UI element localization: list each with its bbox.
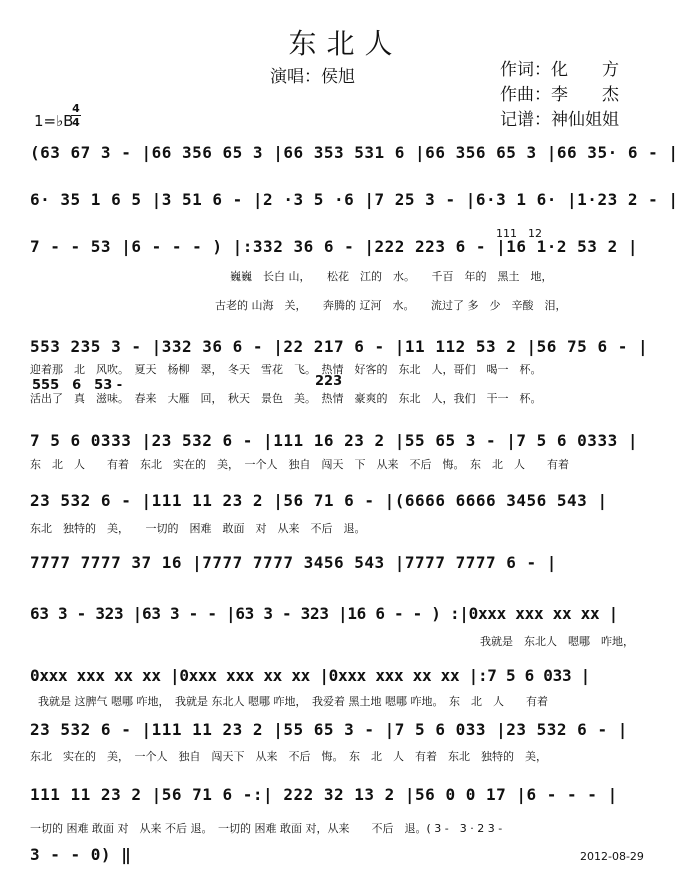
lyrics-line-3-verse-1: 巍巍 长白 山， 松花 江的 水。 千百 年的 黑土 地，: [230, 270, 553, 283]
meter-bottom: 4: [72, 116, 80, 129]
lyrics-line-3-verse-2: 古老的 山海 关， 奔腾的 辽河 水。 流过了 多 少 辛酸 泪，: [215, 299, 567, 312]
lyrics-line-4-verse-1: 迎着那 北 风吹。 夏天 杨柳 翠， 冬天 雪花 飞。 热情 好客的 东北 人，哥们 喝一 杯。: [30, 363, 542, 376]
singer-credit: 演唱：侯旭: [270, 67, 355, 87]
score-line-11: 111 11 23 2 |56 71 6 -:| 222 32 13 2 |56 0 0 17 |6 - - - |: [30, 785, 618, 804]
lyrics-line-8: 我就是 东北人 嗯哪 咋地，: [480, 635, 634, 648]
score-line-4: 553 235 3 - |332 36 6 - |22 217 6 - |11 112 53 2 |56 75 6 - |: [30, 337, 649, 356]
lyrics-line-9: 我就是 这脾气 嗯哪 咋地， 我就是 东北人 嗯哪 咋地， 我爱着 黑土地 嗯哪 咋地。 东 北 人 有着: [38, 695, 548, 708]
lyrics-line-11: 一切的 困难 敢面 对 从来 不后 退。 一切的 困难 敢面 对，从来 不后 退。( 3 - 3 · 2 3 -: [30, 822, 503, 835]
meter-top: 4: [72, 102, 80, 115]
lyrics-line-10: 东北 实在的 美， 一个人 独自 闯天下 从来 不后 悔。 东 北 人 有着 东北 独特的 美，: [30, 750, 547, 763]
score-overlay-4a: 555 6 53 -: [32, 378, 123, 393]
score-line-10: 23 532 6 - |111 11 23 2 |55 65 3 - |7 5 6 033 |23 532 6 - |: [30, 720, 628, 739]
score-line-2: 6· 35 1 6 5 |3 51 6 - |2 ·3 5 ·6 |7 25 3 - |6·3 1 6· |1·23 2 - |: [30, 190, 679, 209]
score-line-1: (63 67 3 - |66 356 65 3 |66 353 531 6 |66 356 65 3 |66 35· 6 - |: [30, 143, 679, 162]
composer-credit: 作曲：李 杰: [500, 85, 619, 105]
date-stamp: 2012-08-29: [580, 850, 644, 863]
score-line-7: 7777 7777 37 16 |7777 7777 3456 543 |7777 7777 6 - |: [30, 553, 557, 572]
transcriber-credit: 记谱：神仙姐姐: [500, 110, 619, 130]
score-overlay-4b: 223: [315, 374, 343, 389]
score-line-5: 7 5 6 0333 |23 532 6 - |111 16 23 2 |55 65 3 - |7 5 6 0333 |: [30, 431, 638, 450]
credits-block: [500, 58, 619, 133]
score-line-12: 3 - - 0) ‖: [30, 845, 132, 864]
key-signature: 1=♭B: [34, 112, 74, 130]
lyrics-line-5: 东 北 人 有着 东北 实在的 美， 一个人 独自 闯天 下 从来 不后 悔。 东 北 人 有着: [30, 458, 569, 471]
lyricist-credit: 作词：化 方: [500, 60, 619, 80]
score-line-9: 0xxx xxx xx xx |0xxx xxx xx xx |0xxx xxx xx xx |:7 5 6 033 |: [30, 666, 590, 685]
lyrics-line-6: 东北 独特的 美， 一切的 困难 敢面 对 从来 不后 退。: [30, 522, 366, 535]
song-title: 东北人: [288, 27, 403, 60]
score-line-8: 63 3 - 323 |63 3 - - |63 3 - 323 |16 6 - - ) :|0xxx xxx xx xx |: [30, 604, 618, 623]
score-line-6: 23 532 6 - |111 11 23 2 |56 71 6 - |(6666 6666 3456 543 |: [30, 491, 608, 510]
time-signature: [71, 102, 81, 129]
score-line-3: 7 - - 53 |6 - - - ) |:332 36 6 - |222 223 6 - |16 1·2 53 2 |: [30, 237, 638, 256]
lyrics-line-4-verse-2: 活出了 真 滋味。 春来 大雁 回， 秋天 景色 美。 热情 豪爽的 东北 人，我们 干一 杯。: [30, 392, 542, 405]
score-overlay-3: 111 12: [496, 227, 542, 240]
